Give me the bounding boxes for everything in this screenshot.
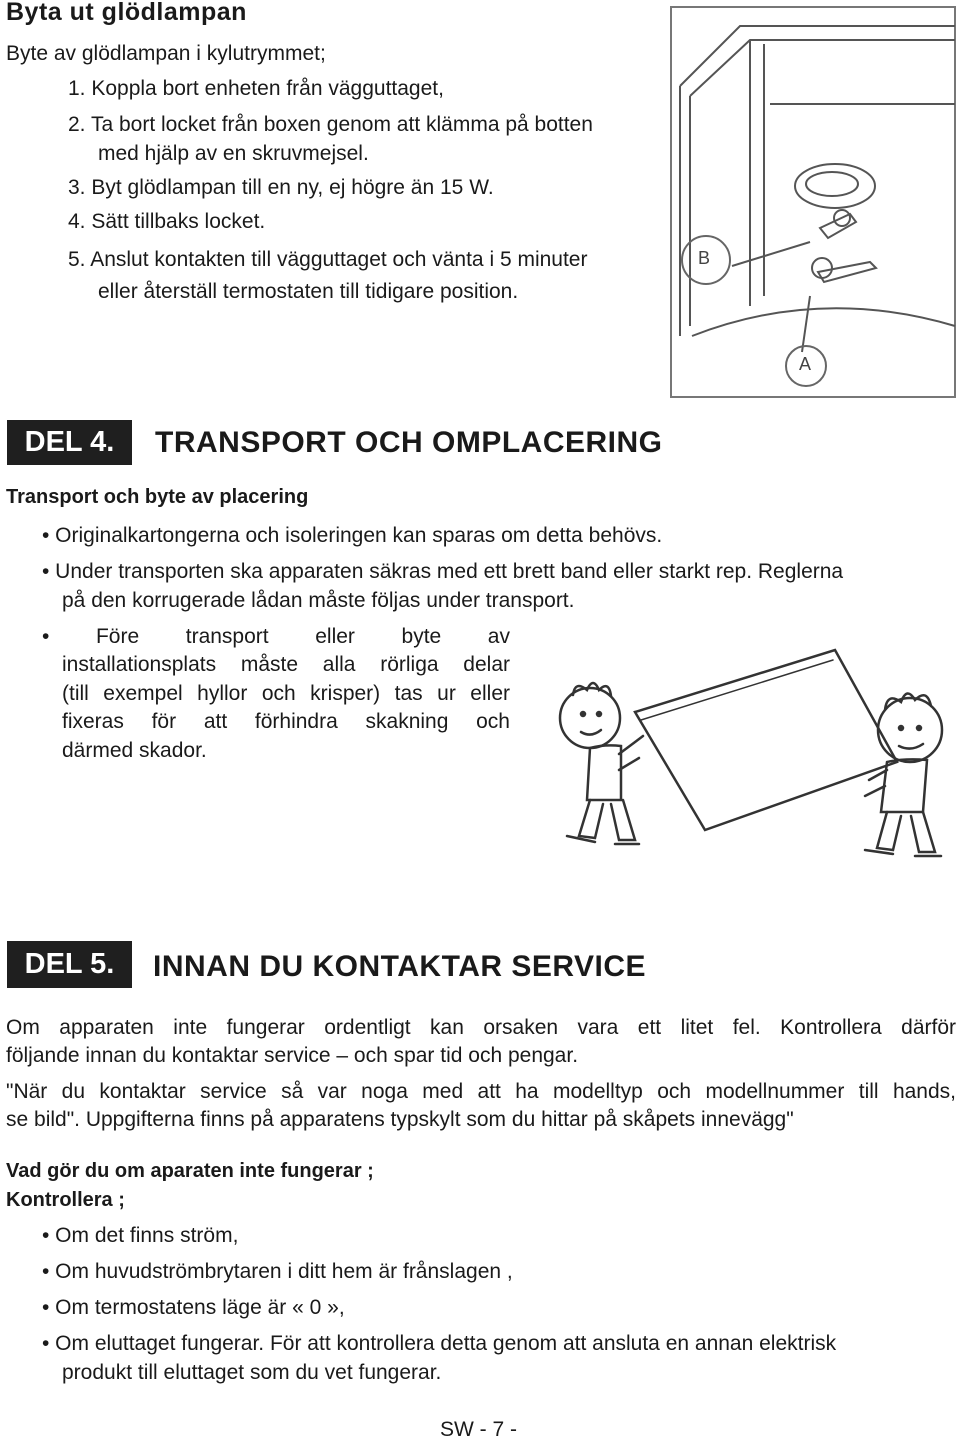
del5-paragraph-2-cont: se bild". Uppgifterna finns på apparatens typskylt som du hittar på skåpets innevägg" (6, 1108, 794, 1131)
section-title-lamp: Byta ut glödlampan (6, 0, 247, 26)
lamp-step-4: 4. Sätt tillbaks locket. (68, 210, 266, 233)
del4-bullet-3-line-4: fixeras för att förhindra skakning och (62, 710, 510, 733)
del5-check-heading: Kontrollera ; (6, 1189, 125, 1211)
section-title-del5: INNAN DU KONTAKTAR SERVICE (153, 950, 647, 983)
section-title-del4: TRANSPORT OCH OMPLACERING (155, 426, 663, 459)
figure-label-b: B (698, 248, 711, 268)
lamp-step-2-cont: med hjälp av en skruvmejsel. (98, 142, 369, 165)
del4-bullet-2-cont: på den korrugerade lådan måste följas under transport. (62, 589, 575, 612)
section-badge-del5: DEL 5. (7, 941, 132, 988)
del5-paragraph-2: "När du kontaktar service så var noga med att ha modelltyp och modellnummer till hands, (6, 1080, 956, 1103)
del5-paragraph-1-cont: följande innan du kontaktar service – och spar tid och pengar. (6, 1044, 579, 1067)
del4-bullet-3-line-2: installationsplats måste alla rörliga delar (62, 653, 510, 676)
lamp-step-1: 1. Koppla bort enheten från vägguttaget, (68, 77, 444, 100)
check-item-4-cont: produkt till eluttaget som du vet fungerar. (62, 1361, 442, 1384)
del4-bullet-3-line-3: (till exempel hyllor och krisper) tas ur eller (62, 682, 510, 705)
del5-paragraph-1: Om apparaten inte fungerar ordentligt kan orsaken vara ett litet fel. Kontrollera därför (6, 1016, 956, 1039)
page-footer: SW - 7 - (440, 1418, 517, 1441)
lamp-step-2: 2. Ta bort locket från boxen genom att klämma på botten (68, 113, 593, 136)
del4-bullet-2: • Under transporten ska apparaten säkras med ett brett band eller starkt rep. Reglerna (42, 560, 844, 583)
lamp-step-3: 3. Byt glödlampan till en ny, ej högre än 15 W. (68, 176, 494, 199)
lamp-step-5-cont: eller återställ termostaten till tidigare position. (98, 280, 519, 303)
lamp-diagram-figure (670, 6, 956, 398)
check-item-4: • Om eluttaget fungerar. För att kontrollera detta genom att ansluta en annan elektrisk (42, 1332, 837, 1355)
lamp-intro: Byte av glödlampan i kylutrymmet; (6, 42, 326, 65)
del4-bullet-1: • Originalkartongerna och isoleringen kan sparas om detta behövs. (42, 524, 663, 547)
del4-bullet-3: • Före transport eller byte av (42, 625, 510, 648)
figure-label-a: A (799, 354, 812, 374)
check-item-1: • Om det finns ström, (42, 1224, 239, 1247)
lamp-step-5: 5. Anslut kontakten till vägguttaget och vänta i 5 minuter (68, 248, 588, 271)
del4-bullet-3-line-5: därmed skador. (62, 739, 207, 762)
check-item-3: • Om termostatens läge är « 0 », (42, 1296, 345, 1319)
section-badge-del4: DEL 4. (7, 420, 132, 465)
del5-question: Vad gör du om aparaten inte fungerar ; (6, 1160, 374, 1182)
del4-subtitle: Transport och byte av placering (6, 486, 309, 508)
transport-illustration (535, 640, 955, 865)
check-item-2: • Om huvudströmbrytaren i ditt hem är frånslagen , (42, 1260, 513, 1283)
